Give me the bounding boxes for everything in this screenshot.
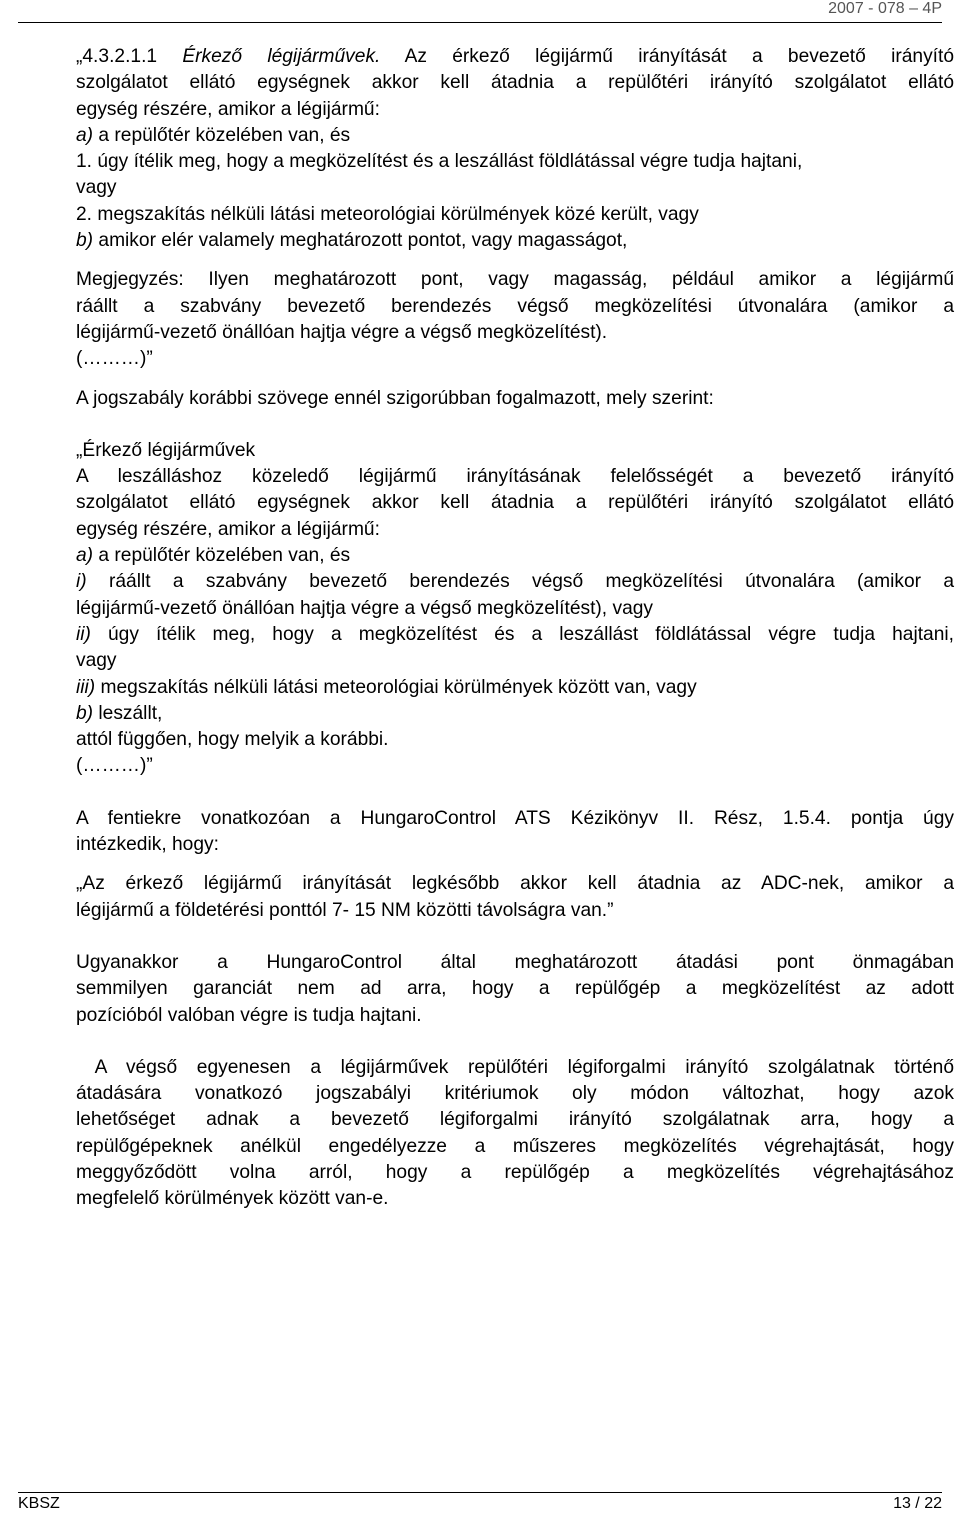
quote1-ellipsis: (………)” — [76, 348, 153, 370]
quote2-closing: attól függően, hogy melyik a korábbi. — [76, 729, 389, 751]
quote1-item1-line1: 1. úgy ítélik meg, hogy a megközelítést és a leszállást földlátással végre tudja hajtani, — [76, 151, 803, 173]
para5-line6: megfelelő körülmények között van-e. — [76, 1188, 389, 1210]
para5-line3: lehetőséget adnak a bevezető légiforgalmi irányító szolgálatnak arra, hogy a — [76, 1109, 954, 1131]
footer-divider — [18, 1492, 942, 1493]
quote2-item-i-line2: légijármű-vezető önállóan hajtja végre a végső megközelítést), vagy — [76, 597, 654, 619]
header-divider — [18, 22, 942, 23]
para5-line1: A végső egyenesen a légijárművek repülőtéri légiforgalmi irányító szolgálatnak történő — [76, 1056, 954, 1078]
quote1-note-line3: légijármű-vezető önállóan hajtja végre a végső megközelítést). — [76, 321, 608, 343]
paragraph-ats-manual — [76, 806, 954, 859]
para4-line3: pozícióból valóban végre is tudja hajtani. — [76, 1004, 422, 1026]
quote2-item-ii-line1: ii) úgy ítélik meg, hogy a megközelítést és a leszállást földlátással végre tudja hajtani, — [76, 623, 954, 645]
quote1-line1: „4.3.2.1.1 Érkező légijárművek. Az érkező légijármű irányítását a bevezető irányító — [76, 46, 954, 67]
page-number: 13 / 22 — [893, 1495, 942, 1512]
quote2-line2: szolgálatot ellátó egységnek akkor kell átadnia a repülőtéri irányító szolgálatot ellátó — [76, 492, 954, 514]
para5-line4: repülőgépeknek anélkül engedélyezze a műszeres megközelítés végrehajtását, hogy — [76, 1135, 954, 1157]
quote1-condition-a: a) a repülőtér közelében van, és — [76, 124, 351, 146]
quote3-line1: „Az érkező légijármű irányítását legkésőbb akkor kell átadnia az ADC-nek, amikor a — [76, 873, 954, 895]
paragraph-final-approach — [76, 1055, 954, 1213]
quote2-condition-b: b) leszállt, — [76, 702, 163, 724]
quote1-item2: 2. megszakítás nélküli látási meteorológiai körülmények közé került, vagy — [76, 203, 699, 225]
para4-line1: Ugyanakkor a HungaroControl által meghatározott átadási pont önmagában — [76, 951, 954, 973]
quote1-line3: egység részére, amikor a légijármű: — [76, 98, 380, 120]
document-body — [76, 44, 954, 1213]
para5-line5: meggyőződött volna arról, hogy a repülőgép a megközelítés végrehajtásához — [76, 1161, 954, 1183]
intro-previous-text: A jogszabály korábbi szövege ennél szigorúbban fogalmazott, mely szerint: — [76, 387, 714, 409]
section-title-italic: Érkező légijárművek. — [182, 46, 381, 67]
para3-line1: A fentiekre vonatkozóan a HungaroControl ATS Kézikönyv II. Rész, 1.5.4. pontja úgy — [76, 807, 954, 829]
quote1-line2: szolgálatot ellátó egységnek akkor kell átadnia a repülőtéri irányító szolgálatot ellátó — [76, 72, 954, 94]
quote1-condition-b: b) amikor elér valamely meghatározott pontot, vagy magasságot, — [76, 230, 628, 252]
para5-line2: átadására vonatkozó jogszabályi kritériumok oly módon változhat, hogy azok — [76, 1083, 954, 1105]
quote1-note-line1: Megjegyzés: Ilyen meghatározott pont, vagy magasság, például amikor a légijármű — [76, 269, 954, 291]
quote2-item-ii-line2: vagy — [76, 650, 117, 672]
quoted-regulation-current — [76, 44, 954, 373]
quote2-line1: A leszálláshoz közeledő légijármű irányításának felelősségét a bevezető irányító — [76, 466, 954, 488]
quote3-line2: légijármű a földetérési ponttól 7- 15 NM közötti távolságra van.” — [76, 899, 614, 921]
quote2-ellipsis: (………)” — [76, 755, 153, 777]
para3-line2: intézkedik, hogy: — [76, 834, 219, 856]
quote2-item-i-line1: i) ráállt a szabvány bevezető berendezés végső megközelítési útvonalára (amikor a — [76, 571, 954, 593]
quote2-item-iii: iii) megszakítás nélküli látási meteorológiai körülmények között van, vagy — [76, 676, 697, 698]
quote2-condition-a: a) a repülőtér közelében van, és — [76, 545, 351, 567]
quoted-regulation-previous — [76, 438, 954, 780]
quote2-heading: „Érkező légijárművek — [76, 439, 256, 461]
document-reference: 2007 - 078 – 4P — [828, 0, 942, 17]
paragraph-handover-point — [76, 950, 954, 1029]
quote1-note-line2: ráállt a szabvány bevezető berendezés végső megközelítési útvonalára (amikor a — [76, 295, 954, 317]
quote1-item1-line2: vagy — [76, 177, 117, 199]
quoted-ats-manual — [76, 871, 954, 924]
footer-organization: KBSZ — [18, 1495, 60, 1512]
para4-line2: semmilyen garanciát nem ad arra, hogy a repülőgép a megközelítést az adott — [76, 978, 954, 1000]
quote2-line3: egység részére, amikor a légijármű: — [76, 518, 380, 540]
